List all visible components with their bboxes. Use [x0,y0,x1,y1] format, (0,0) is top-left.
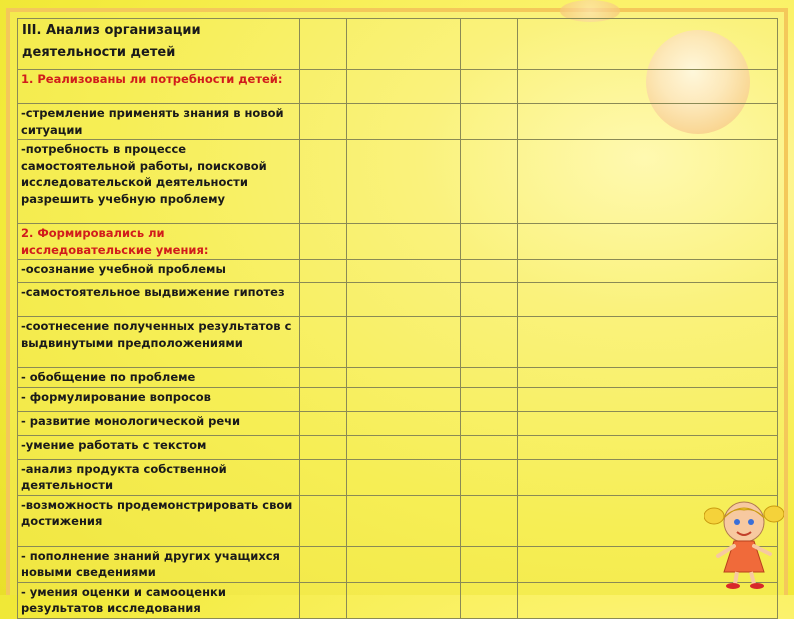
table-cell[interactable] [518,104,778,140]
table-row [18,459,778,495]
table-row [18,260,778,283]
table-cell[interactable] [518,224,778,260]
table-cell[interactable] [347,260,461,283]
table-cell[interactable] [347,546,461,582]
table-cell[interactable] [461,224,518,260]
table-cell[interactable] [347,411,461,435]
table-cell[interactable] [461,19,518,70]
table-cell[interactable] [461,459,518,495]
criteria-item: - пополнение знаний других учащихся новыми сведениями [18,546,300,582]
table-cell[interactable] [461,104,518,140]
table-cell[interactable] [300,368,347,388]
table-cell[interactable] [347,582,461,618]
table-cell[interactable] [518,411,778,435]
section-heading: III. Анализ организации деятельности детей [18,19,300,70]
table-cell[interactable] [461,368,518,388]
table-cell[interactable] [461,582,518,618]
criteria-heading: 1. Реализованы ли потребности детей: [18,70,300,104]
table-cell[interactable] [461,546,518,582]
table-cell[interactable] [518,70,778,104]
table-cell[interactable] [518,459,778,495]
criteria-item: -осознание учебной проблемы [18,260,300,283]
table-row [18,104,778,140]
table-cell[interactable] [347,435,461,459]
table-cell[interactable] [347,495,461,546]
criteria-item: - обобщение по проблеме [18,368,300,388]
table-cell[interactable] [461,495,518,546]
table-cell[interactable] [347,459,461,495]
table-cell[interactable] [461,70,518,104]
table-cell[interactable] [518,435,778,459]
table-cell[interactable] [518,368,778,388]
table-row [18,495,778,546]
table-cell[interactable] [518,283,778,317]
table-cell[interactable] [300,387,347,411]
table-cell[interactable] [518,387,778,411]
table-row [18,411,778,435]
table-row [18,435,778,459]
table-cell[interactable] [300,459,347,495]
table-cell[interactable] [461,317,518,368]
table-cell[interactable] [300,317,347,368]
table-cell[interactable] [518,260,778,283]
criteria-heading: 2. Формировались ли исследовательские умения: [18,224,300,260]
table-row [18,368,778,388]
table-cell[interactable] [518,317,778,368]
table-cell[interactable] [300,260,347,283]
analysis-table [17,18,778,619]
table-cell[interactable] [347,104,461,140]
table-cell[interactable] [461,140,518,224]
criteria-item: - формулирование вопросов [18,387,300,411]
table-cell[interactable] [461,387,518,411]
table-row [18,19,778,70]
table-row [18,582,778,618]
table-row [18,317,778,368]
criteria-item: -возможность продемонстрировать свои достижения [18,495,300,546]
table-cell[interactable] [300,495,347,546]
table-cell[interactable] [347,283,461,317]
criteria-item: -соотнесение полученных результатов с выдвинутыми предположениями [18,317,300,368]
table-cell[interactable] [518,19,778,70]
table-cell[interactable] [300,582,347,618]
table-row [18,224,778,260]
table-cell[interactable] [461,283,518,317]
criteria-item: -потребность в процессе самостоятельной работы, поисковой исследовательской деятельности разрешить учебную проблему [18,140,300,224]
table-cell[interactable] [347,140,461,224]
table-cell[interactable] [300,546,347,582]
table-cell[interactable] [300,435,347,459]
table-cell[interactable] [300,19,347,70]
table-row [18,70,778,104]
table-row [18,546,778,582]
criteria-item: -самостоятельное выдвижение гипотез [18,283,300,317]
table-row [18,387,778,411]
table-row [18,283,778,317]
table-cell[interactable] [347,368,461,388]
table-cell[interactable] [300,283,347,317]
table-cell[interactable] [461,411,518,435]
criteria-item: -умение работать с текстом [18,435,300,459]
table-row [18,140,778,224]
table-cell[interactable] [300,140,347,224]
girl-cartoon-icon [704,494,784,590]
table-cell[interactable] [300,224,347,260]
table-cell[interactable] [347,70,461,104]
table-cell[interactable] [347,224,461,260]
criteria-item: - умения оценки и самооценки результатов исследования [18,582,300,618]
table-cell[interactable] [461,435,518,459]
table-cell[interactable] [347,387,461,411]
criteria-item: - развитие монологической речи [18,411,300,435]
table-cell[interactable] [347,19,461,70]
table-cell[interactable] [518,140,778,224]
table-cell[interactable] [300,70,347,104]
table-cell[interactable] [461,260,518,283]
criteria-item: -анализ продукта собственной деятельности [18,459,300,495]
table-cell[interactable] [300,104,347,140]
table-cell[interactable] [347,317,461,368]
table-cell[interactable] [300,411,347,435]
criteria-item: -стремление применять знания в новой ситуации [18,104,300,140]
